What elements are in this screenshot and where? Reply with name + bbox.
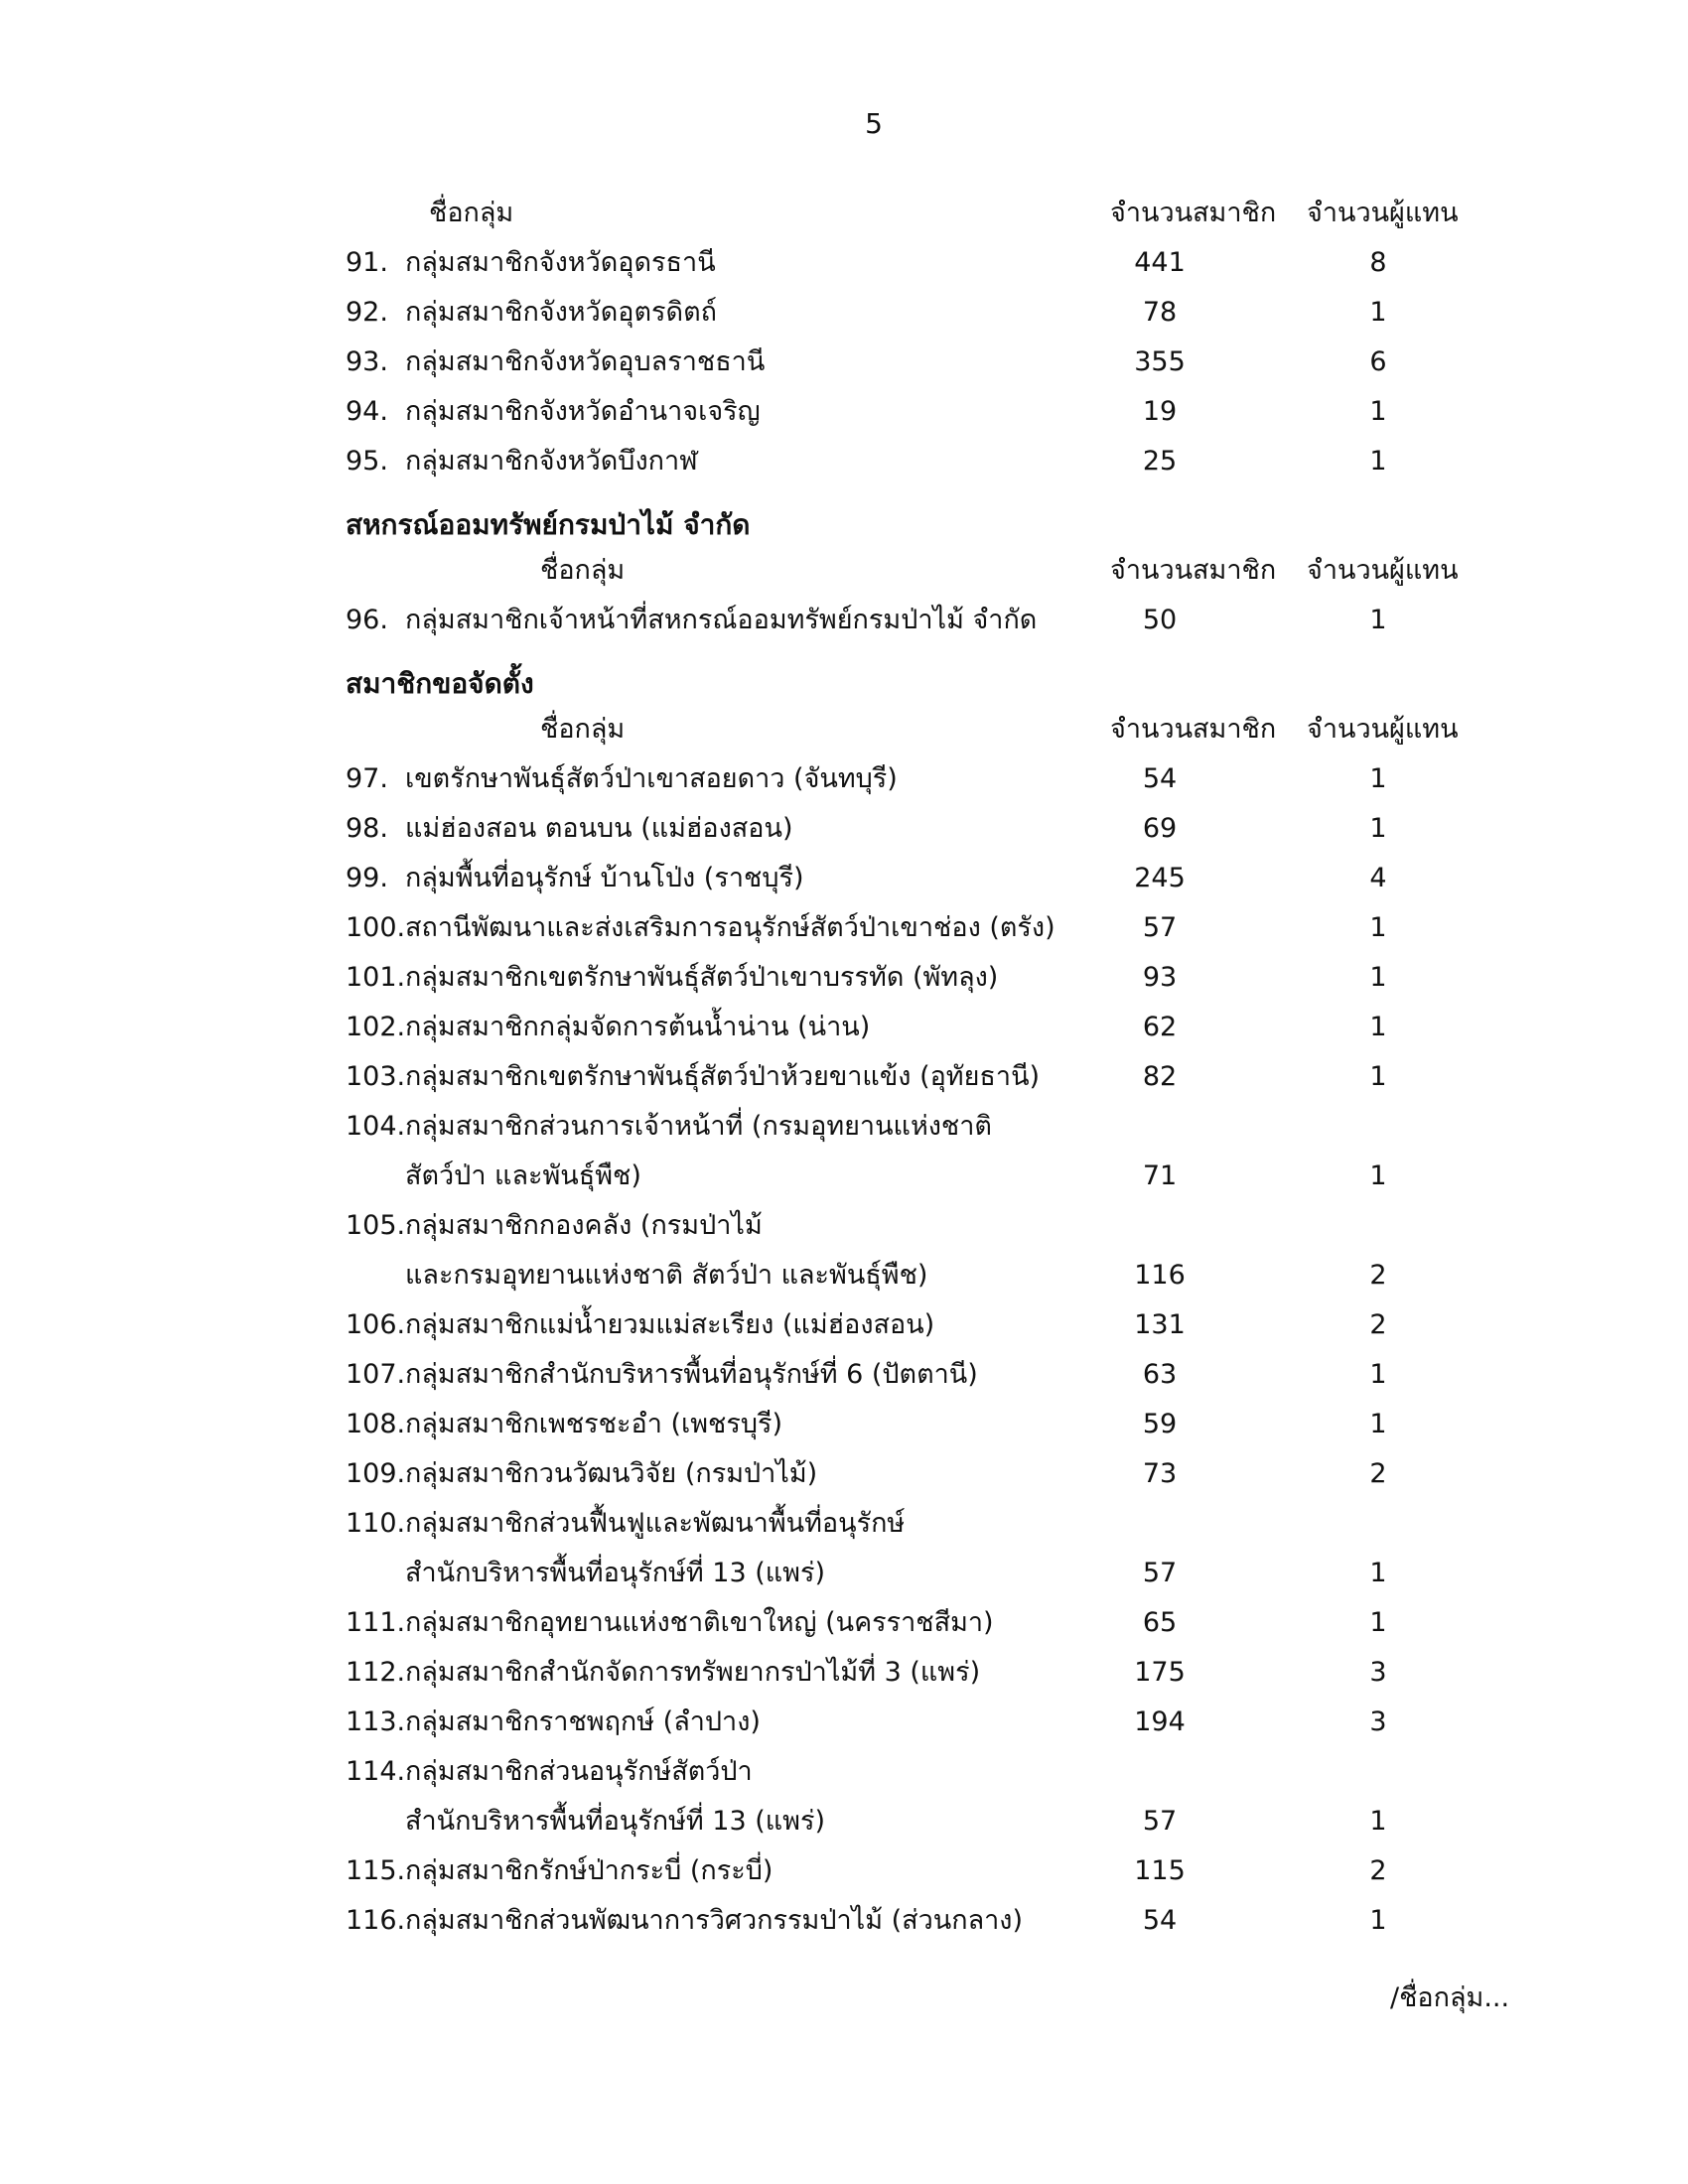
- row-number: 116.: [346, 1905, 406, 1936]
- header-name: ชื่อกลุ่ม: [540, 714, 626, 745]
- row-reps: 1: [1369, 446, 1387, 477]
- table-row: [346, 903, 1517, 953]
- row-number: 115.: [346, 1855, 406, 1886]
- table-row-continuation: [346, 1549, 1517, 1598]
- row-name: [346, 596, 1037, 645]
- table-header: [346, 705, 1517, 754]
- row-reps: 2: [1369, 1309, 1387, 1340]
- row-number: 109.: [346, 1458, 406, 1489]
- row-name-text: กลุ่มสมาชิกเขตรักษาพันธุ์สัตว์ป่าเขาบรรทัด (พัทลุง): [405, 962, 999, 993]
- row-name: [346, 903, 1055, 953]
- row-name: [346, 1499, 905, 1549]
- row-reps: 2: [1369, 1855, 1387, 1886]
- row-number: 113.: [346, 1706, 406, 1737]
- row-name-text: กลุ่มสมาชิกเจ้าหน้าที่สหกรณ์ออมทรัพย์กรมป่าไม้ จำกัด: [405, 605, 1038, 635]
- header-reps: จำนวนผู้แทน: [1307, 198, 1459, 228]
- row-number: 111.: [346, 1607, 406, 1638]
- table-row: [346, 596, 1517, 645]
- row-name-text: แม่ฮ่องสอน ตอนบน (แม่ฮ่องสอน): [405, 813, 793, 844]
- row-number: 106.: [346, 1309, 406, 1340]
- row-number: 97.: [346, 763, 388, 794]
- row-reps: 1: [1369, 1012, 1387, 1042]
- row-name-text: กลุ่มสมาชิกจังหวัดอำนาจเจริญ: [405, 396, 761, 427]
- row-members: 194: [1134, 1706, 1186, 1737]
- row-name: [346, 387, 761, 437]
- row-name: [346, 754, 898, 804]
- row-name: [346, 1300, 934, 1350]
- row-reps: 1: [1369, 1061, 1387, 1092]
- row-name-text-line2: และกรมอุทยานแห่งชาติ สัตว์ป่า และพันธุ์พืช): [405, 1260, 928, 1291]
- table-row: [346, 1003, 1517, 1052]
- row-name-text: กลุ่มสมาชิกสำนักบริหารพื้นที่อนุรักษ์ที่ 6 (ปัตตานี): [405, 1359, 978, 1390]
- row-reps: 8: [1369, 247, 1387, 278]
- section-new-members-rows: [346, 754, 1517, 1946]
- row-number: 99.: [346, 863, 388, 893]
- row-reps: 3: [1369, 1706, 1387, 1737]
- header-members: จำนวนสมาชิก: [1110, 714, 1277, 745]
- row-name-text: กลุ่มสมาชิกส่วนฟื้นฟูและพัฒนาพื้นที่อนุรักษ์: [405, 1508, 906, 1539]
- row-name-text: กลุ่มสมาชิกส่วนการเจ้าหน้าที่ (กรมอุทยานแห่งชาติ: [405, 1111, 992, 1142]
- row-members: 71: [1142, 1160, 1178, 1191]
- table-row: [346, 804, 1517, 854]
- table-row: [346, 1449, 1517, 1499]
- row-number: 91.: [346, 247, 388, 278]
- row-name: [346, 1102, 992, 1152]
- row-members: 57: [1142, 1558, 1178, 1588]
- row-name-text-line2: สัตว์ป่า และพันธุ์พืช): [405, 1160, 641, 1191]
- row-name: [346, 1648, 980, 1698]
- row-members: 19: [1142, 396, 1178, 427]
- row-name: [346, 238, 716, 288]
- row-name-text: กลุ่มสมาชิกแม่น้ำยวมแม่สะเรียง (แม่ฮ่องสอน): [405, 1309, 935, 1340]
- row-name-text: กลุ่มสมาชิกวนวัฒนวิจัย (กรมป่าไม้): [405, 1458, 818, 1489]
- table-row: [346, 854, 1517, 903]
- header-reps: จำนวนผู้แทน: [1307, 714, 1459, 745]
- row-members: 73: [1142, 1458, 1178, 1489]
- section-provinces-rows: [346, 238, 1517, 486]
- section-provinces: [346, 189, 1517, 486]
- row-number: 100.: [346, 912, 406, 943]
- table-row: [346, 338, 1517, 387]
- table-row: [346, 238, 1517, 288]
- row-name: [346, 1400, 782, 1449]
- row-number: 93.: [346, 346, 388, 377]
- row-number: 107.: [346, 1359, 406, 1390]
- row-members: 59: [1142, 1409, 1178, 1439]
- row-reps: 1: [1369, 396, 1387, 427]
- header-members: จำนวนสมาชิก: [1110, 555, 1277, 586]
- row-name-text: กลุ่มสมาชิกกองคลัง (กรมป่าไม้: [405, 1210, 763, 1241]
- row-name: [346, 953, 998, 1003]
- table-row: [346, 1846, 1517, 1896]
- row-members: 65: [1142, 1607, 1178, 1638]
- row-number: 103.: [346, 1061, 406, 1092]
- table-row: [346, 1102, 1517, 1152]
- row-name-text: กลุ่มสมาชิกจังหวัดอุบลราชธานี: [405, 346, 766, 377]
- row-members: 115: [1134, 1855, 1186, 1886]
- row-number: 96.: [346, 605, 388, 635]
- row-members: 57: [1142, 1806, 1178, 1837]
- row-name-text: กลุ่มพื้นที่อนุรักษ์ บ้านโป่ง (ราชบุรี): [405, 863, 804, 893]
- row-reps: 1: [1369, 912, 1387, 943]
- row-reps: 1: [1369, 1160, 1387, 1191]
- header-members: จำนวนสมาชิก: [1110, 198, 1277, 228]
- row-name-text: กลุ่มสมาชิกกลุ่มจัดการต้นน้ำน่าน (น่าน): [405, 1012, 871, 1042]
- row-members: 78: [1142, 297, 1178, 328]
- row-name-text: กลุ่มสมาชิกเพชรชะอำ (เพชรบุรี): [405, 1409, 783, 1439]
- table-row: [346, 1698, 1517, 1747]
- row-members: 131: [1134, 1309, 1186, 1340]
- row-reps: 1: [1369, 962, 1387, 993]
- row-reps: 1: [1369, 1359, 1387, 1390]
- row-name: [346, 1896, 1023, 1946]
- row-reps: 1: [1369, 605, 1387, 635]
- row-name: [346, 804, 793, 854]
- table-row-continuation: [346, 1797, 1517, 1846]
- row-number: 105.: [346, 1210, 406, 1241]
- row-name-text: สถานีพัฒนาและส่งเสริมการอนุรักษ์สัตว์ป่าเขาช่อง (ตรัง): [405, 912, 1055, 943]
- row-name: [346, 437, 698, 486]
- row-members: 69: [1142, 813, 1178, 844]
- row-name-text: กลุ่มสมาชิกอุทยานแห่งชาติเขาใหญ่ (นครราชสีมา): [405, 1607, 994, 1638]
- table-header: [346, 189, 1517, 238]
- row-name: [346, 1747, 753, 1797]
- page-number: 5: [865, 107, 883, 140]
- header-name: ชื่อกลุ่ม: [429, 198, 514, 228]
- row-number: 101.: [346, 962, 406, 993]
- section-heading-cooperative: สหกรณ์ออมทรัพย์กรมป่าไม้ จำกัด: [346, 508, 751, 541]
- continuation-note: /ชื่อกลุ่ม...: [1390, 1982, 1510, 2013]
- document-body: [346, 189, 1517, 1946]
- row-number: 102.: [346, 1012, 406, 1042]
- header-name: ชื่อกลุ่ม: [540, 555, 626, 586]
- row-name-text: กลุ่มสมาชิกสำนักจัดการทรัพยากรป่าไม้ที่ 3 (แพร่): [405, 1657, 981, 1688]
- row-reps: 3: [1369, 1657, 1387, 1688]
- row-number: 114.: [346, 1756, 406, 1787]
- row-number: 110.: [346, 1508, 406, 1539]
- row-members: 50: [1142, 605, 1178, 635]
- row-reps: 4: [1369, 863, 1387, 893]
- row-reps: 1: [1369, 1905, 1387, 1936]
- row-name-text-line2: สำนักบริหารพื้นที่อนุรักษ์ที่ 13 (แพร่): [405, 1806, 826, 1837]
- row-name: [346, 338, 765, 387]
- row-members: 355: [1134, 346, 1186, 377]
- row-members: 245: [1134, 863, 1186, 893]
- table-row: [346, 1052, 1517, 1102]
- row-reps: 2: [1369, 1260, 1387, 1291]
- row-name-text: เขตรักษาพันธุ์สัตว์ป่าเขาสอยดาว (จันทบุรี): [405, 763, 898, 794]
- row-number: 112.: [346, 1657, 406, 1688]
- row-name: [346, 1698, 761, 1747]
- table-row: [346, 1201, 1517, 1251]
- row-reps: 1: [1369, 763, 1387, 794]
- row-name-text-line2: สำนักบริหารพื้นที่อนุรักษ์ที่ 13 (แพร่): [405, 1558, 826, 1588]
- row-reps: 1: [1369, 1558, 1387, 1588]
- table-row-continuation: [346, 1152, 1517, 1201]
- row-name: [346, 1003, 870, 1052]
- table-row: [346, 1598, 1517, 1648]
- row-members: 116: [1134, 1260, 1186, 1291]
- table-row: [346, 1648, 1517, 1698]
- row-reps: 6: [1369, 346, 1387, 377]
- row-number: 95.: [346, 446, 388, 477]
- section-new-members: [346, 663, 1517, 1946]
- section-cooperative-rows: [346, 596, 1517, 645]
- row-number: 92.: [346, 297, 388, 328]
- row-name: [346, 1598, 994, 1648]
- row-name-text: กลุ่มสมาชิกรักษ์ป่ากระบี่ (กระบี่): [405, 1855, 774, 1886]
- row-name-text: กลุ่มสมาชิกส่วนอนุรักษ์สัตว์ป่า: [405, 1756, 753, 1787]
- row-reps: 1: [1369, 813, 1387, 844]
- row-members: 63: [1142, 1359, 1178, 1390]
- row-number: 94.: [346, 396, 388, 427]
- row-name-text: กลุ่มสมาชิกจังหวัดอุดรธานี: [405, 247, 716, 278]
- row-name: [346, 1350, 978, 1400]
- table-row: [346, 387, 1517, 437]
- row-members: 54: [1142, 1905, 1178, 1936]
- table-row: [346, 1747, 1517, 1797]
- row-members: 441: [1134, 247, 1186, 278]
- row-number: 104.: [346, 1111, 406, 1142]
- table-row: [346, 1896, 1517, 1946]
- row-name: [346, 854, 804, 903]
- table-row: [346, 1400, 1517, 1449]
- table-row: [346, 437, 1517, 486]
- table-row: [346, 1300, 1517, 1350]
- row-name: [346, 1449, 817, 1499]
- table-header: [346, 546, 1517, 596]
- table-row: [346, 1350, 1517, 1400]
- row-members: 175: [1134, 1657, 1186, 1688]
- row-name-text: กลุ่มสมาชิกจังหวัดบึงกาฬ: [405, 446, 698, 477]
- row-members: 25: [1142, 446, 1178, 477]
- row-reps: 1: [1369, 1806, 1387, 1837]
- row-members: 93: [1142, 962, 1178, 993]
- table-row: [346, 1499, 1517, 1549]
- row-number: 108.: [346, 1409, 406, 1439]
- table-row: [346, 288, 1517, 338]
- row-name-text: กลุ่มสมาชิกเขตรักษาพันธุ์สัตว์ป่าห้วยขาแข้ง (อุทัยธานี): [405, 1061, 1041, 1092]
- header-reps: จำนวนผู้แทน: [1307, 555, 1459, 586]
- row-name: [346, 1846, 773, 1896]
- row-name-text: กลุ่มสมาชิกจังหวัดอุตรดิตถ์: [405, 297, 717, 328]
- table-row: [346, 754, 1517, 804]
- row-name: [346, 1201, 763, 1251]
- table-row: [346, 953, 1517, 1003]
- row-name: [346, 1052, 1040, 1102]
- section-heading-new-members: สมาชิกขอจัดตั้ง: [346, 667, 534, 700]
- row-reps: 1: [1369, 297, 1387, 328]
- row-members: 57: [1142, 912, 1178, 943]
- row-reps: 1: [1369, 1409, 1387, 1439]
- row-members: 54: [1142, 763, 1178, 794]
- row-reps: 2: [1369, 1458, 1387, 1489]
- row-name-text: กลุ่มสมาชิกราชพฤกษ์ (ลำปาง): [405, 1706, 761, 1737]
- section-cooperative: [346, 504, 1517, 645]
- row-members: 82: [1142, 1061, 1178, 1092]
- row-name-text: กลุ่มสมาชิกส่วนพัฒนาการวิศวกรรมป่าไม้ (ส่วนกลาง): [405, 1905, 1023, 1936]
- table-row-continuation: [346, 1251, 1517, 1300]
- row-number: 98.: [346, 813, 388, 844]
- row-name: [346, 288, 717, 338]
- row-members: 62: [1142, 1012, 1178, 1042]
- row-reps: 1: [1369, 1607, 1387, 1638]
